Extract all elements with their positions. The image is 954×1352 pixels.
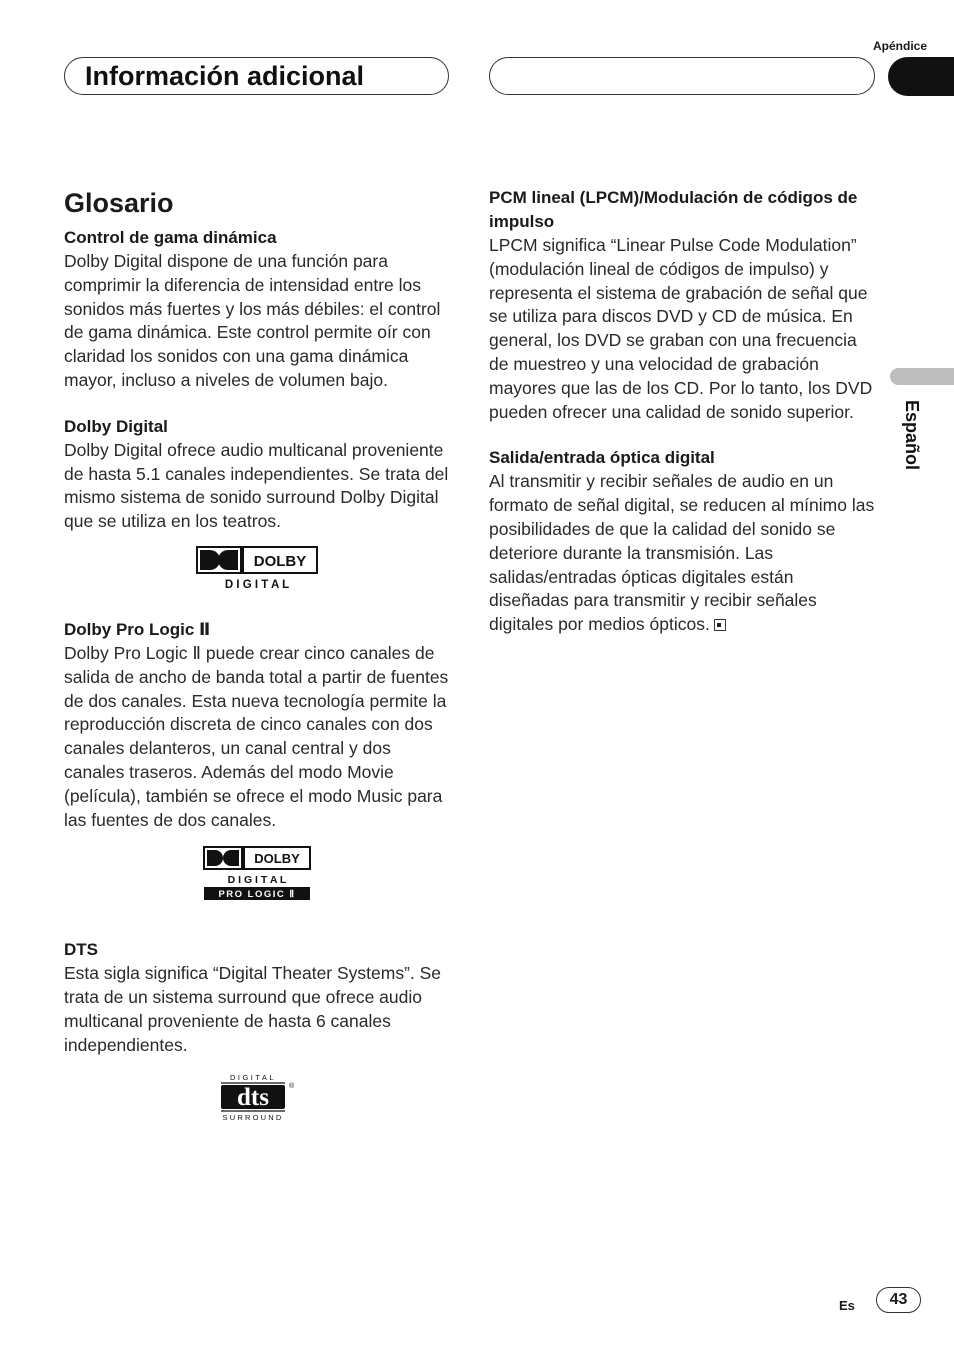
entry-term: Dolby Pro Logic Ⅱ [64, 619, 211, 639]
glossary-entry-dts [64, 938, 450, 1057]
section-end-icon [714, 619, 726, 631]
entry-term: DTS [64, 940, 98, 960]
dolby-digital-logo [196, 546, 318, 592]
registered-mark: ® [289, 1082, 294, 1090]
empty-header-pill [489, 57, 875, 95]
dts-brand-text: dts [237, 1083, 269, 1111]
glossary-entry-dolby-digital [64, 415, 450, 534]
chapter-tab [888, 57, 954, 96]
entry-text-wrap [489, 470, 875, 637]
entry-term: PCM lineal (LPCM)/Modulación de códigos de impulso [489, 188, 858, 231]
dolby-prologic-logo-wrap [64, 846, 450, 902]
footer-language-code: Es [839, 1298, 855, 1313]
glossary-entry-optical [489, 446, 875, 637]
dolby-digital-logo-wrap [64, 546, 450, 592]
dolby-prologic-logo [203, 846, 311, 902]
entry-term: Salida/entrada óptica digital [489, 448, 715, 468]
glossary-title: Glosario [64, 188, 174, 218]
appendix-label: Apéndice [872, 39, 927, 53]
section-title: Información adicional [85, 60, 365, 91]
dolby-brand-text: DOLBY [254, 851, 300, 867]
entry-text: Al transmitir y recibir señales de audio en un formato de señal digital, se reducen al mínimo las posibilidades de que la calidad del sonido se deteriore durante la transmisión. Las salidas/entradas ópticas digitales están diseñadas para transmitir y recibir señales digitales por medios ópticos. [489, 471, 875, 635]
page-number: 43 [876, 1287, 921, 1313]
entry-text: LPCM significa “Linear Pulse Code Modulation” (modulación lineal de códigos de impulso) y representa el sistema de grabación de señal que se utiliza para discos DVD y CD de música. En general, los DVD se graban con una frecuencia de muestreo y una velocidad de grabación mayores que las de los CD. Por lo tanto, los DVD pueden ofrecer una calidad de sonido superior. [489, 235, 873, 422]
section-title-pill [64, 57, 449, 95]
entry-term: Control de gama dinámica [64, 228, 277, 247]
double-d-icon [197, 547, 241, 573]
dolby-digital-text: D I G I T A L [224, 578, 290, 591]
dts-surround-text: SURROUND [222, 1112, 284, 1122]
pro-logic-band-text: PRO LOGIC Ⅱ [218, 889, 296, 901]
language-side-label: Español [902, 400, 922, 471]
entry-text: Dolby Digital dispone de una función para comprimir la diferencia de intensidad entre los sonidos más fuertes y los más débiles: el control de gama dinámica. Este control permite oír con claridad los sonidos con una gama dinámica mayor, incluso a niveles de volumen bajo. [64, 251, 441, 390]
dts-digital-text: DIGITAL [229, 1072, 277, 1082]
entry-text: Esta sigla significa “Digital Theater Systems”. Se trata de un sistema surround que ofrece audio multicanal proveniente de hasta 6 canales independientes. [64, 963, 442, 1055]
entry-term: Dolby Digital [64, 416, 168, 436]
entry-text: Dolby Digital ofrece audio multicanal proveniente de hasta 5.1 canales independientes. Se trata del mismo sistema de sonido surround Dolby Digital que se utiliza en los teatros. [64, 439, 449, 532]
dolby-brand-text: DOLBY [253, 552, 307, 570]
dts-logo [220, 1072, 294, 1122]
right-column [489, 186, 875, 659]
double-d-icon [204, 847, 242, 869]
glossary-entry-dynamic-range [64, 226, 450, 393]
dolby-digital-text: D I G I T A L [227, 874, 287, 887]
language-tab-marker [890, 368, 954, 385]
glossary-entry-pro-logic [64, 618, 450, 832]
entry-text: Dolby Pro Logic Ⅱ puede crear cinco canales de salida de ancho de banda total a partir de fuentes de dos canales. Esta nueva tecnología permite la reproducción discreta de cinco canales con dos canales delanteros, un canal central y dos canales traseros. Además del modo Movie (película), también se ofrece el modo Music para las fuentes de dos canales. [64, 642, 449, 830]
glossary-entry-lpcm [489, 186, 875, 424]
left-column [64, 186, 450, 1122]
dts-logo-wrap [64, 1072, 450, 1122]
